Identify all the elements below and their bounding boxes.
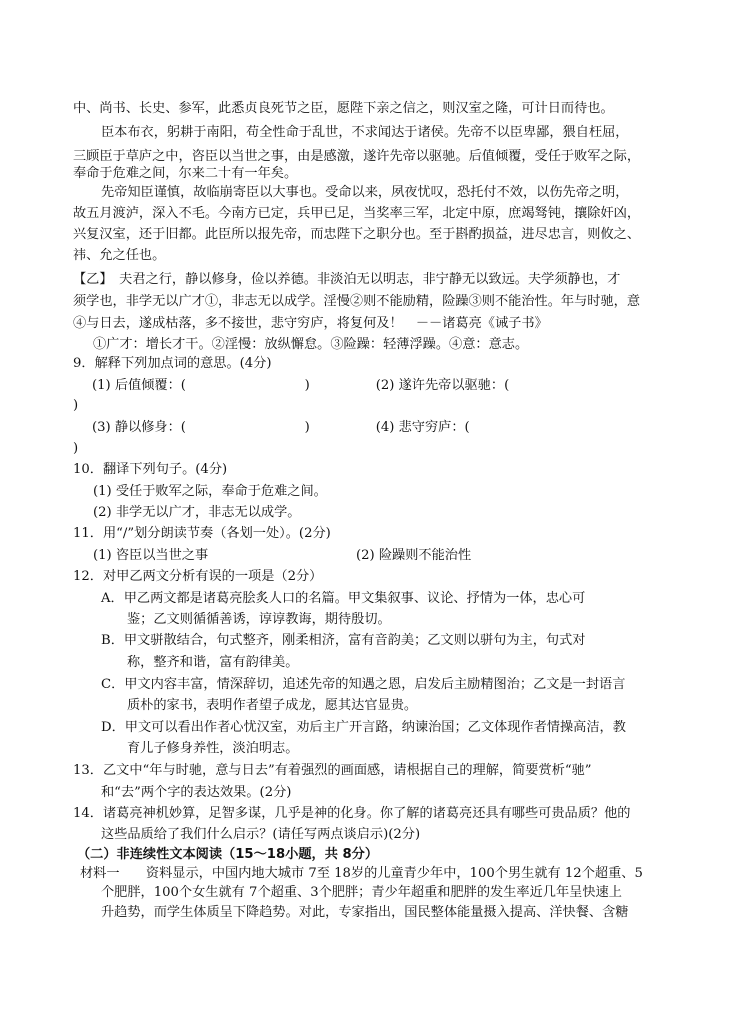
option-line: 称，整齐和谐，富有韵律美。: [127, 655, 299, 670]
text-line: 故五月渡泸，深入不毛。今南方已定，兵甲已足，当奖率三军，北定中原，庶竭驽钝，攘除奸凶，: [73, 206, 641, 221]
question-11-item: (1) 咨臣以当世之事: [93, 548, 209, 563]
option-line: C．甲文内容丰富，情深辞切，追述先帝的知遇之恩，启发后主励精图治；乙文是一封语言: [101, 677, 626, 692]
question-10: 10．翻译下列句子。(4分): [73, 462, 228, 477]
question-11: 11．用“/”划分朗读节奏（各划一处）。(2分): [73, 526, 331, 541]
question-12: 12．对甲乙两文分析有误的一项是（2分）: [73, 569, 323, 584]
question-11-item: (2) 险躁则不能治性: [356, 548, 472, 563]
question-13: 和“去”两个字的表达效果。(2分): [101, 785, 292, 800]
material-line: 材料一 资料显示，中国内地大城市 7至 18岁的儿童青少年中，100个男生就有 12个超重、5: [80, 866, 643, 881]
text-line: 中、尚书、长史、参军，此悉贞良死节之臣，愿陛下亲之信之，则汉室之隆，可计日而待也。: [73, 101, 614, 116]
question-10-item: (2) 非学无以广才，非志无以成学。: [93, 505, 301, 520]
option-line: 育儿子修身养性，淡泊明志。: [127, 741, 299, 756]
text-line: 【乙】 夫君之行，静以修身，俭以养德。非淡泊无以明志，非宁静无以致远。夫学须静也，才: [73, 272, 621, 287]
question-9-item: ): [73, 398, 79, 413]
option-line: D．甲文可以看出作者心忧汉室，劝后主广开言路，纳谏治国；乙文体现作者情操高洁，教: [101, 720, 626, 735]
option-line: 质朴的家书，表明作者望子成龙，愿其达官显贵。: [127, 698, 418, 713]
material-line: 升趋势，而学生体质呈下降趋势。对此，专家指出，国民整体能量摄入提高、洋快餐、含糖: [101, 905, 629, 920]
text-line: 兴复汉室，还于旧都。此臣所以报先帝，而忠陛下之职分也。至于斟酌损益，进尽忠言，则攸之、: [73, 227, 641, 242]
text-line: 先帝知臣谨慎，故临崩寄臣以大事也。受命以来，夙夜忧叹，恐托付不效，以伤先帝之明，: [101, 185, 629, 200]
question-14: 这些品质给了我们什么启示？(请任写两点谈启示)(2分): [101, 827, 421, 842]
question-9-item: ): [73, 441, 79, 456]
question-14: 14．诸葛亮神机妙算，足智多谋，几乎是神的化身。你了解的诸葛亮还具有哪些可贵品质？他的: [73, 806, 631, 821]
question-13: 13．乙文中“年与时驰，意与日去”有着强烈的画面感，请根据自己的理解，简要赏析“驰”: [73, 763, 592, 778]
text-line: 祎、允之任也。: [73, 248, 166, 263]
option-line: 鉴；乙文则循循善诱，谆谆教诲，期待殷切。: [127, 612, 391, 627]
footnote-line: ①广才：增长才干。②淫慢：放纵懈怠。③险躁：轻薄浮躁。④意：意志。: [93, 337, 529, 352]
question-9-item: (1) 后值倾覆：( ) (2) 遂许先帝以驱驰：(: [92, 378, 510, 393]
text-line: 须学也，非学无以广才①，非志无以成学。淫慢②则不能励精，险躁③则不能治性。年与时驰，意: [73, 294, 641, 309]
question-9: 9．解释下列加点词的意思。(4分): [73, 356, 272, 371]
text-line: 三顾臣于草庐之中，咨臣以当世之事，由是感激，遂许先帝以驱驰。后值倾覆，受任于败军之际，: [73, 149, 641, 164]
text-line: 奉命于危难之间，尔来二十有一年矣。: [73, 166, 298, 181]
text-line: 臣本布衣，躬耕于南阳，苟全性命于乱世，不求闻达于诸侯。先帝不以臣卑鄙，猥自枉屈，: [101, 125, 629, 140]
text-line: ④与日去，遂成枯落，多不接世，悲守穷庐，将复何及！ －－诸葛亮《诫子书》: [73, 316, 548, 331]
section-heading: （二）非连续性文本阅读（15～18小题，共 8分）: [77, 847, 379, 862]
material-line: 个肥胖，100个女生就有 7个超重、3个肥胖；青少年超重和肥胖的发生率近几年呈快速上: [101, 885, 622, 900]
question-10-item: (1) 受任于败军之际，奉命于危难之间。: [93, 484, 327, 499]
option-line: A．甲乙两文都是诸葛亮脍炙人口的名篇。甲文集叙事、议论、抒情为一体，忠心可: [101, 591, 586, 606]
question-9-item: (3) 静以修身：( ) (4) 悲守穷庐：(: [92, 420, 470, 435]
option-line: B．甲文骈散结合，句式整齐，刚柔相济，富有音韵美；乙文则以骈句为主，句式对: [101, 633, 586, 648]
